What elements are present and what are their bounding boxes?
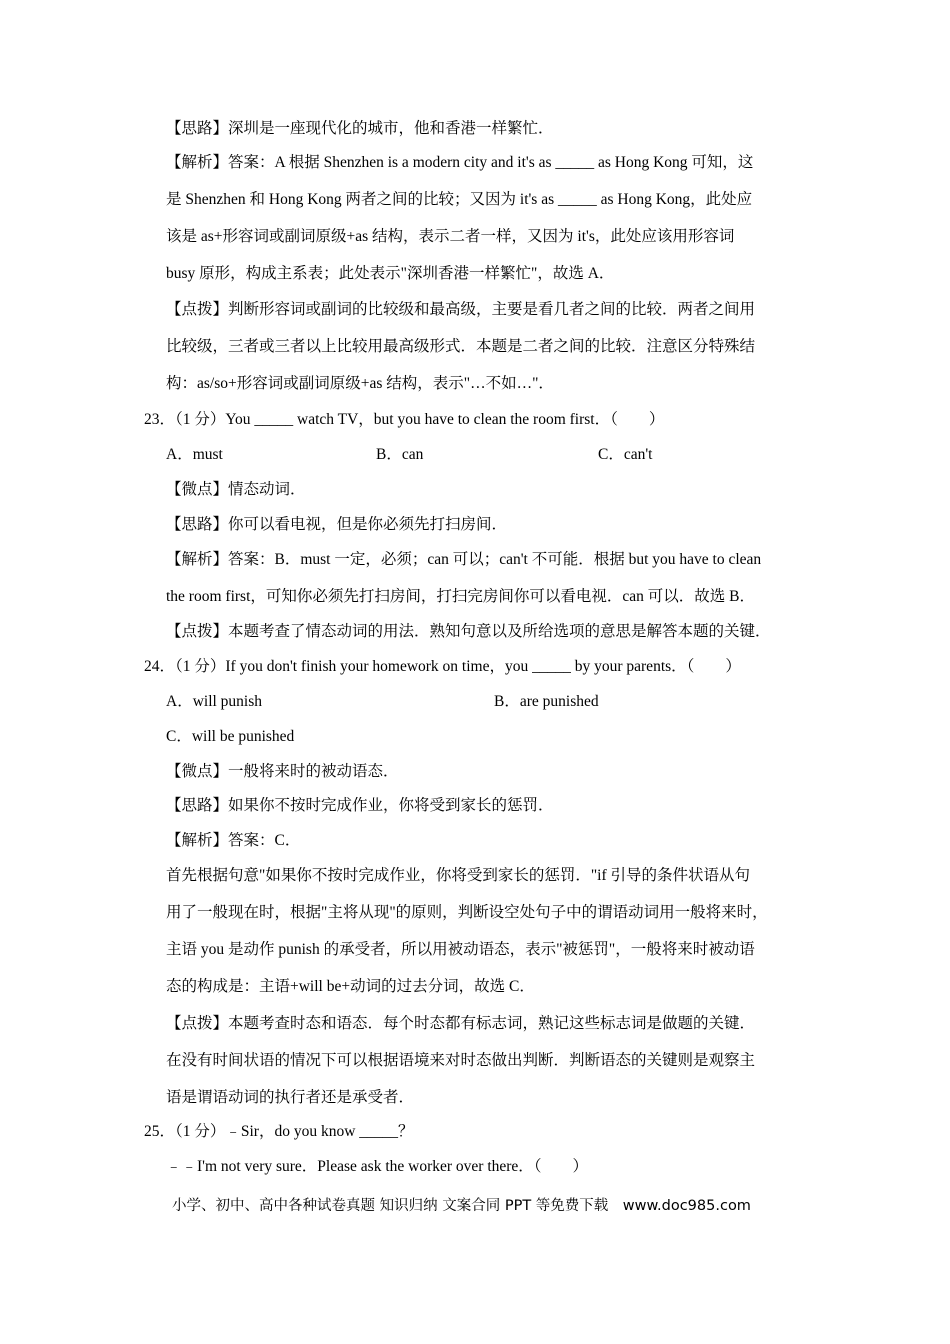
q23-stem: 23．（1 分）You _____ watch TV，but you have to clean the room first．（ ）	[144, 411, 665, 428]
q24-analysis-line-4: 态的构成是：主语+will be+动词的过去分词，故选 C．	[166, 978, 535, 995]
q24-analysis-line-2: 用了一般现在时，根据"主将从现"的原则，判断设空处句子中的谓语动词用一般将来时，	[166, 904, 768, 921]
q24-point: 【微点】一般将来时的被动语态．	[166, 763, 399, 780]
q23-point: 【微点】情态动词．	[166, 481, 306, 498]
q24-stem: 24．（1 分）If you don't finish your homework on time，you _____ by your parents．（ ）	[144, 658, 741, 675]
q24-tip-line-2: 在没有时间状语的情况下可以根据语境来对时态做出判断．判断语态的关键则是观察主	[166, 1052, 756, 1069]
q24-analysis-line-1: 首先根据句意"如果你不按时完成作业，你将受到家长的惩罚．"if 引导的条件状语从句	[166, 867, 751, 884]
q23-analysis-line-1: 【解析】答案：B．must 一定，必须；can 可以；can't 不可能．根据 but you have to clean	[166, 551, 762, 568]
q23-option-c: C．can't	[598, 446, 653, 463]
q24-tip-line-3: 语是谓语动词的执行者还是承受者．	[166, 1089, 415, 1106]
q23-thinking: 【思路】你可以看电视，但是你必须先打扫房间．	[166, 516, 508, 533]
q24-option-a: A．will punish	[166, 693, 263, 710]
q24-analysis-line-3: 主语 you 是动作 punish 的承受者，所以用被动语态，表示"被惩罚"，一般将来时被动语	[166, 941, 755, 958]
q23-option-a: A．must	[166, 446, 223, 463]
q25-stem: 25．（1 分）﹣Sir，do you know _____？	[144, 1123, 414, 1140]
q22-tip-line-3: 构：as/so+形容词或副词原级+as 结构，表示"…不如…"．	[166, 375, 554, 392]
q23-option-b: B．can	[376, 446, 424, 463]
q24-thinking: 【思路】如果你不按时完成作业，你将受到家长的惩罚．	[166, 797, 554, 814]
q25-reply: ﹣﹣I'm not very sure．Please ask the worker over there．（ ）	[166, 1158, 589, 1175]
q24-option-b: B．are punished	[494, 693, 599, 710]
page-footer: 小学、初中、高中各种试卷真题 知识归纳 文案合同 PPT 等免费下载 www.doc985.com	[172, 1198, 751, 1214]
q23-analysis-line-2: the room first，可知你必须先打扫房间，打扫完房间你可以看电视．can 可以．故选 B．	[166, 588, 755, 605]
q22-tip-line-2: 比较级，三者或三者以上比较用最高级形式．本题是二者之间的比较．注意区分特殊结	[166, 338, 756, 355]
q22-tip-line-1: 【点拨】判断形容词或副词的比较级和最高级，主要是看几者之间的比较．两者之间用	[166, 301, 756, 318]
q22-analysis-line-2: 是 Shenzhen 和 Hong Kong 两者之间的比较；又因为 it's as _____ as Hong Kong，此处应	[166, 191, 753, 208]
q22-analysis-line-4: busy 原形，构成主系表；此处表示"深圳香港一样繁忙"，故选 A．	[166, 265, 615, 282]
q24-answer: 【解析】答案：C．	[166, 832, 301, 849]
q22-analysis-line-3: 该是 as+形容词或副词原级+as 结构，表示二者一样，又因为 it's，此处应该用形容词	[166, 228, 735, 245]
q24-tip-line-1: 【点拨】本题考查时态和语态．每个时态都有标志词，熟记这些标志词是做题的关键．	[166, 1015, 756, 1032]
q24-option-c: C．will be punished	[166, 728, 295, 745]
q22-thinking: 【思路】深圳是一座现代化的城市，他和香港一样繁忙．	[166, 120, 554, 137]
q22-analysis-line-1: 【解析】答案：A 根据 Shenzhen is a modern city and it's as _____ as Hong Kong 可知，这	[166, 154, 754, 171]
q23-tip: 【点拨】本题考查了情态动词的用法．熟知句意以及所给选项的意思是解答本题的关键．	[166, 623, 771, 640]
